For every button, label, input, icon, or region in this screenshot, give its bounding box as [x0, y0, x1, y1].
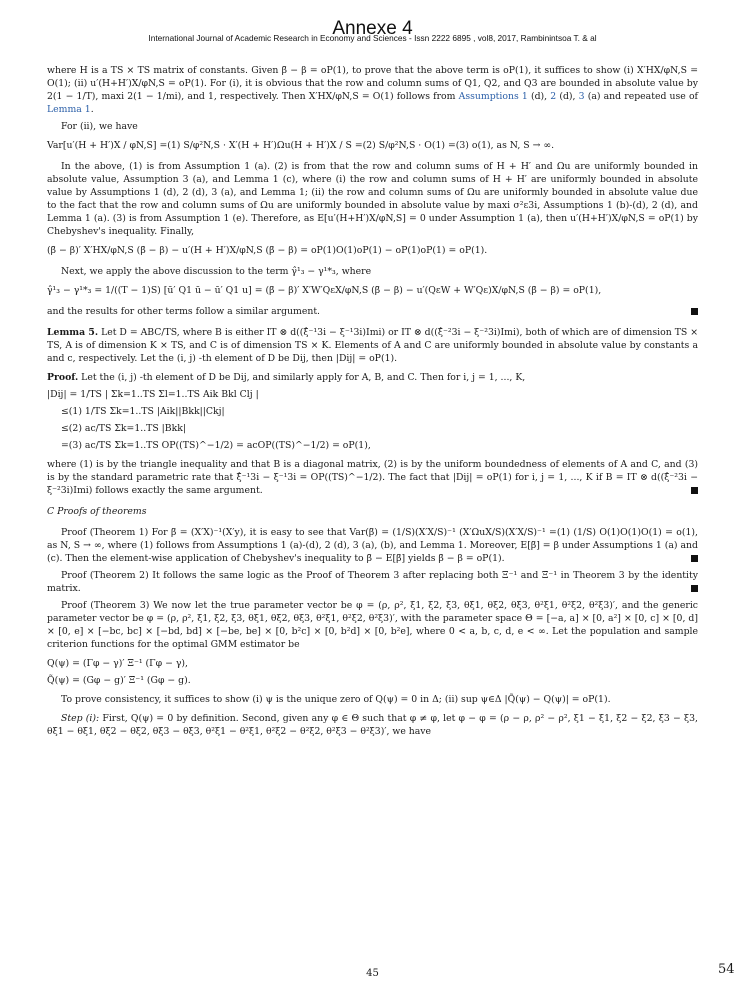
paragraph-3: Next, we apply the above discussion to the term γ̂¹₃ − γ¹*₃, where	[61, 266, 372, 277]
section-c-heading: C Proofs of theorems	[47, 506, 147, 517]
proof-text: Let the (i, j) -th element of D be Dij, and similarly apply for A, B, and C. Then for i, j = 1, ..., K,	[81, 372, 526, 383]
proof-theorem-2-text: Proof (Theorem 2) It follows the same logic as the Proof of Theorem 3 after replacing both Ξ⁻¹ and Ξ̃⁻¹ in Theorem 3 by the identity matrix.	[47, 570, 698, 594]
link-assumption-3[interactable]: 3	[578, 91, 585, 102]
paragraph-1-text: where H is a TS × TS matrix of constants. Given β̃ − β = oP(1), to prove that the above term is oP(1), it suffices to show (i) X′HX/φN,S = O(1); (ii) u′(H+H′)X/φN,S = oP(1). For (i), it is obvious that the row and column sums of Q1, Q2, and Q3 are bounded in absolute value by 2(1 − 1/T), maxi 2(1 − 1/mi), and 1, respectively. Then X′HX/φN,S = O(1) follows from	[47, 65, 698, 102]
qed-mark	[691, 585, 698, 592]
proof-theorem-1	[47, 526, 698, 565]
proof-theorem-3: Proof (Theorem 3) We now let the true parameter vector be φ = (ρ, ρ², ξ1, ξ2, ξ3, θξ1, θξ2, θξ3, θ²ξ1, θ²ξ2, θ²ξ3)′, and the generic parameter vector be φ = (ρ, ρ², ξ1, ξ2, ξ3, θξ1, θξ2, θξ3, θ²ξ1, θ²ξ2, θ²ξ3)′, with the parameter space Θ = [−a, a] × [0, a²] × [0, c] × [0, d] × [0, e] × [−bc, bc] × [−bd, bd] × [−be, be] × [0, b²c] × [0, b²d] × [0, b²e], where 0 < a, b, c, d, e < ∞. Let the population and sample criterion functions for the optimal GMM estimator be	[47, 600, 698, 650]
step-i-label: Step (i):	[61, 713, 100, 724]
d-bound-3: ≤(2) ac/TS Σk=1..TS |Bkk|	[61, 423, 187, 434]
paragraph-4-text: and the results for other terms follow a similar argument.	[47, 306, 321, 317]
step-i	[47, 712, 698, 738]
link-lemma-1[interactable]: Lemma 1	[47, 104, 91, 115]
paragraph-6: To prove consistency, it suffices to show (i) ψ is the unique zero of Q(ψ) = 0 in Δ; (ii) sup ψ∈Δ |Q̃(ψ) − Q(ψ)| = oP(1).	[61, 694, 611, 705]
d-bound-4: =(3) ac/TS Σk=1..TS OP((TS)^−1/2) = acOP((TS)^−1/2) = oP(1),	[61, 440, 371, 451]
final-equation: (β̃ − β)′ X′HX/φN,S (β̃ − β) − u′(H + H′)X/φN,S (β̃ − β) = oP(1)O(1)oP(1) − oP(1)oP(1) = oP(1).	[47, 245, 488, 256]
qed-mark	[691, 555, 698, 562]
criterion-population: Q(ψ) = (Γφ − γ)′ Ξ⁻¹ (Γφ − γ),	[47, 658, 188, 669]
article-body	[47, 64, 698, 742]
ref-text: (a) and repeated use of	[584, 91, 698, 102]
proof-label: Proof.	[47, 372, 79, 383]
qed-mark	[691, 308, 698, 315]
lemma-5-text: Let D = ABC/TS, where B is either IT ⊗ d((ξ̂⁻¹3i − ξ⁻¹3i)Imi) or IT ⊗ d((ξ̂⁻²3i − ξ⁻²3i)Imi), both of which are of dimension TS × TS, A is of dimension K × TS, and C is of dimension TS × K. Elements of A and C are uniformly bounded in absolute value by constants a and c, respectively. Let the (i, j) -th element of D be Dij, then |Dij| = oP(1).	[47, 327, 699, 364]
ref-text: (d),	[556, 91, 579, 102]
paragraph-1-tail: For (ii), we have	[61, 121, 138, 132]
link-assumption-2[interactable]: 2	[550, 91, 557, 102]
link-assumptions-1[interactable]: Assumptions 1	[458, 91, 528, 102]
qed-mark	[691, 487, 698, 494]
journal-header: International Journal of Academic Research in Economy and Sciences - Issn 2222 6895 , vol8, 2017, Rambinintsoa T. & al	[148, 33, 597, 43]
criterion-sample: Q̃(ψ) = (Gφ − g)′ Ξ̃⁻¹ (Gφ − g).	[47, 675, 191, 686]
d-bound-1: |Dij| = 1/TS | Σk=1..TS Σl=1..TS Aik Bkl Clj |	[47, 389, 259, 400]
paragraph-5-text: where (1) is by the triangle inequality and that B is a diagonal matrix, (2) is by the uniform boundedness of elements of A and C, and (3) is by the standard parametric rate that ξ̂⁻¹3i − ξ⁻¹3i = OP((TS)^−1/2). The fact that |Dij| = oP(1) for i, j = 1, ..., K if B = IT ⊗ d((ξ̂⁻²3i − ξ⁻²3i)Imi) follows exactly the same argument.	[47, 459, 698, 496]
proof-lemma-5	[47, 371, 698, 384]
ref-text: .	[90, 104, 94, 115]
lemma-5-label: Lemma 5.	[47, 327, 99, 338]
paragraph-5	[47, 458, 698, 497]
variance-equation: Var[u′(H + H′)X / φN,S] =(1) S/φ²N,S · X′(H + H′)Ωu(H + H′)X / S =(2) S/φ²N,S · O(1) =(3) o(1), as N, S → ∞.	[47, 140, 555, 151]
annex-page-number: 54	[718, 962, 735, 977]
page-number: 45	[366, 968, 379, 979]
gamma-equation: γ̂¹₃ − γ¹*₃ = 1/((T − 1)S) [ū′ Q1 ū − ū′ Q1 u] = (β̃ − β)′ X′W′QεX/φN,S (β̃ − β) − u′(QεW + W′Qε)X/φN,S (β̃ − β) = oP(1),	[47, 285, 602, 296]
proof-theorem-2	[47, 569, 698, 595]
ref-text: (d),	[530, 91, 551, 102]
annexe-title: Annexe 4	[332, 18, 413, 39]
d-bound-2: ≤(1) 1/TS Σk=1..TS |Aik||Bkk||Ckj|	[61, 406, 225, 417]
paragraph-4	[47, 305, 698, 318]
proof-theorem-1-text: Proof (Theorem 1) For β̃ = (X′X)⁻¹(X′y), it is easy to see that Var(β̃) = (1/S)(X′X/S)⁻¹ (X′ΩuX/S)(X′X/S)⁻¹ =(1) (1/S) O(1)O(1)O(1) = o(1), as N, S → ∞, where (1) follows from Assumptions 1 (a)-(d), 2 (d), 3 (a), (b), and Lemma 1. Moreover, E[β̃] = β under Assumptions 1 (a) and (c). Then the element-wise application of Chebyshev's inequality to β̃ − E[β̃] yields β̃ − β = oP(1).	[47, 527, 698, 564]
step-i-text: First, Q(ψ) = 0 by definition. Second, given any φ ∈ Θ such that φ ≠ φ, let φ − φ = (ρ − ρ, ρ² − ρ², ξ1 − ξ1, ξ2 − ξ2, ξ3 − ξ3, θξ1 − θξ1, θξ2 − θξ2, θξ3 − θξ3, θ²ξ1 − θ²ξ1, θ²ξ2 − θ²ξ2, θ²ξ3 − θ²ξ3)′, we have	[47, 713, 698, 737]
paragraph-2: In the above, (1) is from Assumption 1 (a). (2) is from that the row and column sums of H + H′ and Ωu are uniformly bounded in absolute value, Assumption 3 (a), and Lemma 1 (c), where (i) the row and column sums of H + H′ are uniformly bounded in absolute value by Assumptions 1 (d), 2 (d), 3 (a), and Lemma 1; (ii) the row and column sums of Ωu are uniformly bounded in absolute value due to the fact that the row and column sums of Ωu are uniformly bounded in absolute value by maxi σ²ε3i, Assumptions 1 (b)-(d), 2 (d), and Lemma 1 (a). (3) is from Assumption 1 (e). Therefore, as E[u′(H+H′)X/φN,S] = 0 under Assumption 1 (a), then u′(H+H′)X/φN,S = oP(1) by Chebyshev's inequality. Finally,	[47, 161, 698, 237]
paragraph-1	[47, 64, 698, 116]
lemma-5	[47, 326, 698, 365]
